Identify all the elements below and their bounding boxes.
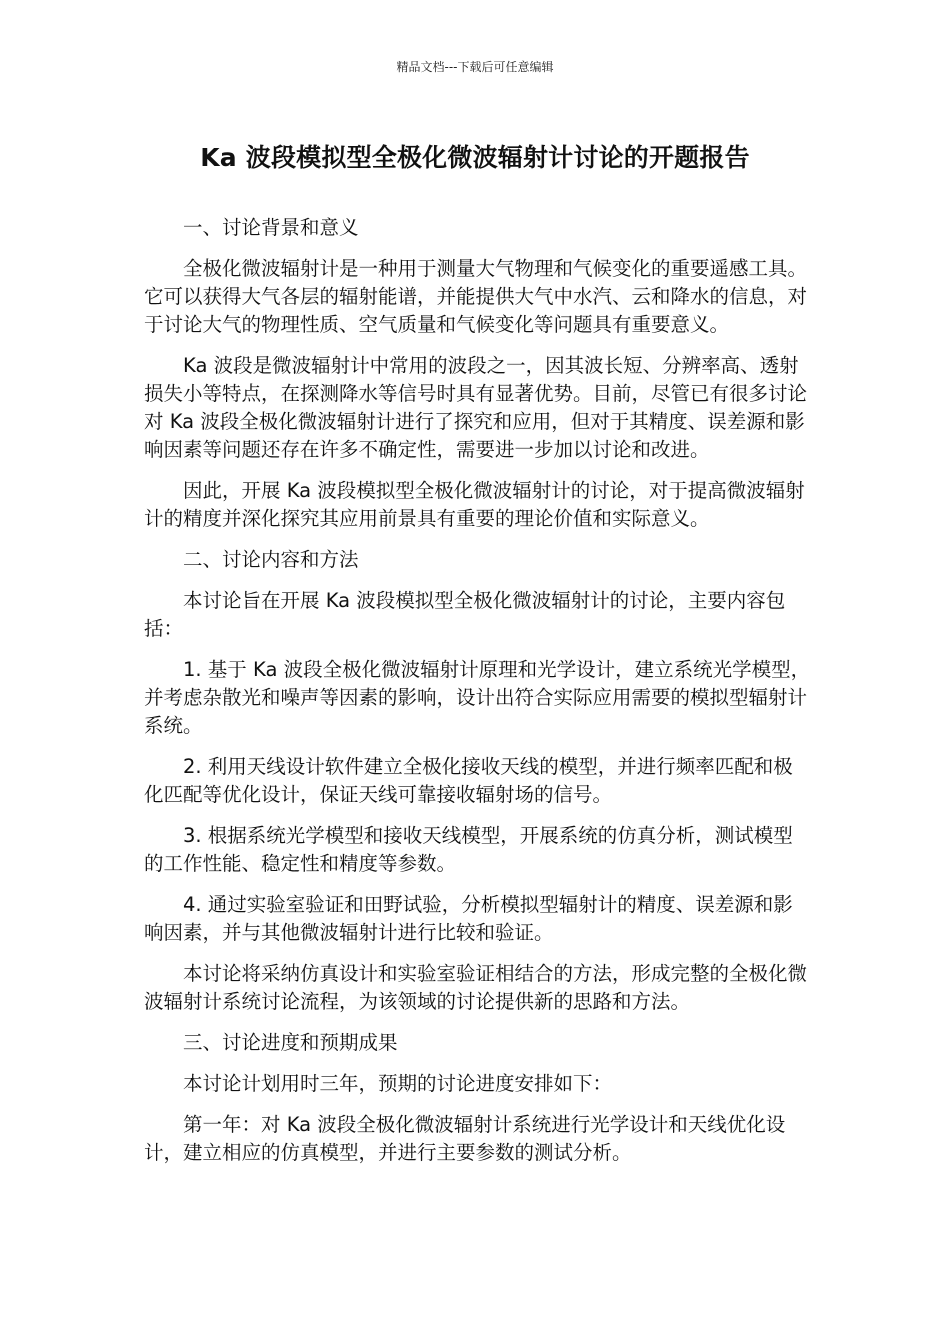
paragraph: 全极化微波辐射计是一种用于测量大气物理和气候变化的重要遥感工具。它可以获得大气各层的辐射能谱，并能提供大气中水汽、云和降水的信息，对于讨论大气的物理性质、空气质量和气候变化等问题具有重要意义。 (144, 257, 808, 336)
section-heading-1: 一、讨论背景和意义 (183, 216, 359, 239)
paragraph: Ka 波段是微波辐射计中常用的波段之一，因其波长短、分辨率高、透射损失小等特点，在探测降水等信号时具有显著优势。目前，尽管已有很多讨论对 Ka 波段全极化微波辐射计进行了探究和应用，但对于其精度、误差源和影响因素等问题还存在许多不确定性，需要进一步加以讨论和改进。 (144, 354, 808, 461)
paragraph: 本讨论计划用时三年，预期的讨论进度安排如下： (183, 1072, 613, 1095)
list-item: 4. 通过实验室验证和田野试验，分析模拟型辐射计的精度、误差源和影响因素，并与其他微波辐射计进行比较和验证。 (144, 893, 793, 944)
section-heading-2: 二、讨论内容和方法 (183, 548, 359, 571)
document-title: Ka 波段模拟型全极化微波辐射计讨论的开题报告 (200, 143, 750, 172)
section-heading-3: 三、讨论进度和预期成果 (183, 1031, 398, 1054)
paragraph: 第一年：对 Ka 波段全极化微波辐射计系统进行光学设计和天线优化设计，建立相应的仿真模型，并进行主要参数的测试分析。 (144, 1113, 786, 1164)
page-header: 精品文档---下载后可任意编辑 (396, 60, 554, 74)
list-item: 1. 基于 Ka 波段全极化微波辐射计原理和光学设计，建立系统光学模型，并考虑杂散光和噪声等因素的影响，设计出符合实际应用需要的模拟型辐射计系统。 (144, 658, 811, 737)
paragraph: 本讨论旨在开展 Ka 波段模拟型全极化微波辐射计的讨论，主要内容包括： (144, 589, 786, 640)
paragraph: 因此，开展 Ka 波段模拟型全极化微波辐射计的讨论，对于提高微波辐射计的精度并深化探究其应用前景具有重要的理论价值和实际意义。 (144, 479, 805, 530)
paragraph: 本讨论将采纳仿真设计和实验室验证相结合的方法，形成完整的全极化微波辐射计系统讨论流程，为该领域的讨论提供新的思路和方法。 (144, 962, 808, 1013)
list-item: 2. 利用天线设计软件建立全极化接收天线的模型，并进行频率匹配和极化匹配等优化设计，保证天线可靠接收辐射场的信号。 (144, 755, 793, 806)
document-body (144, 214, 812, 1180)
list-item: 3. 根据系统光学模型和接收天线模型，开展系统的仿真分析，测试模型的工作性能、稳定性和精度等参数。 (144, 824, 793, 875)
